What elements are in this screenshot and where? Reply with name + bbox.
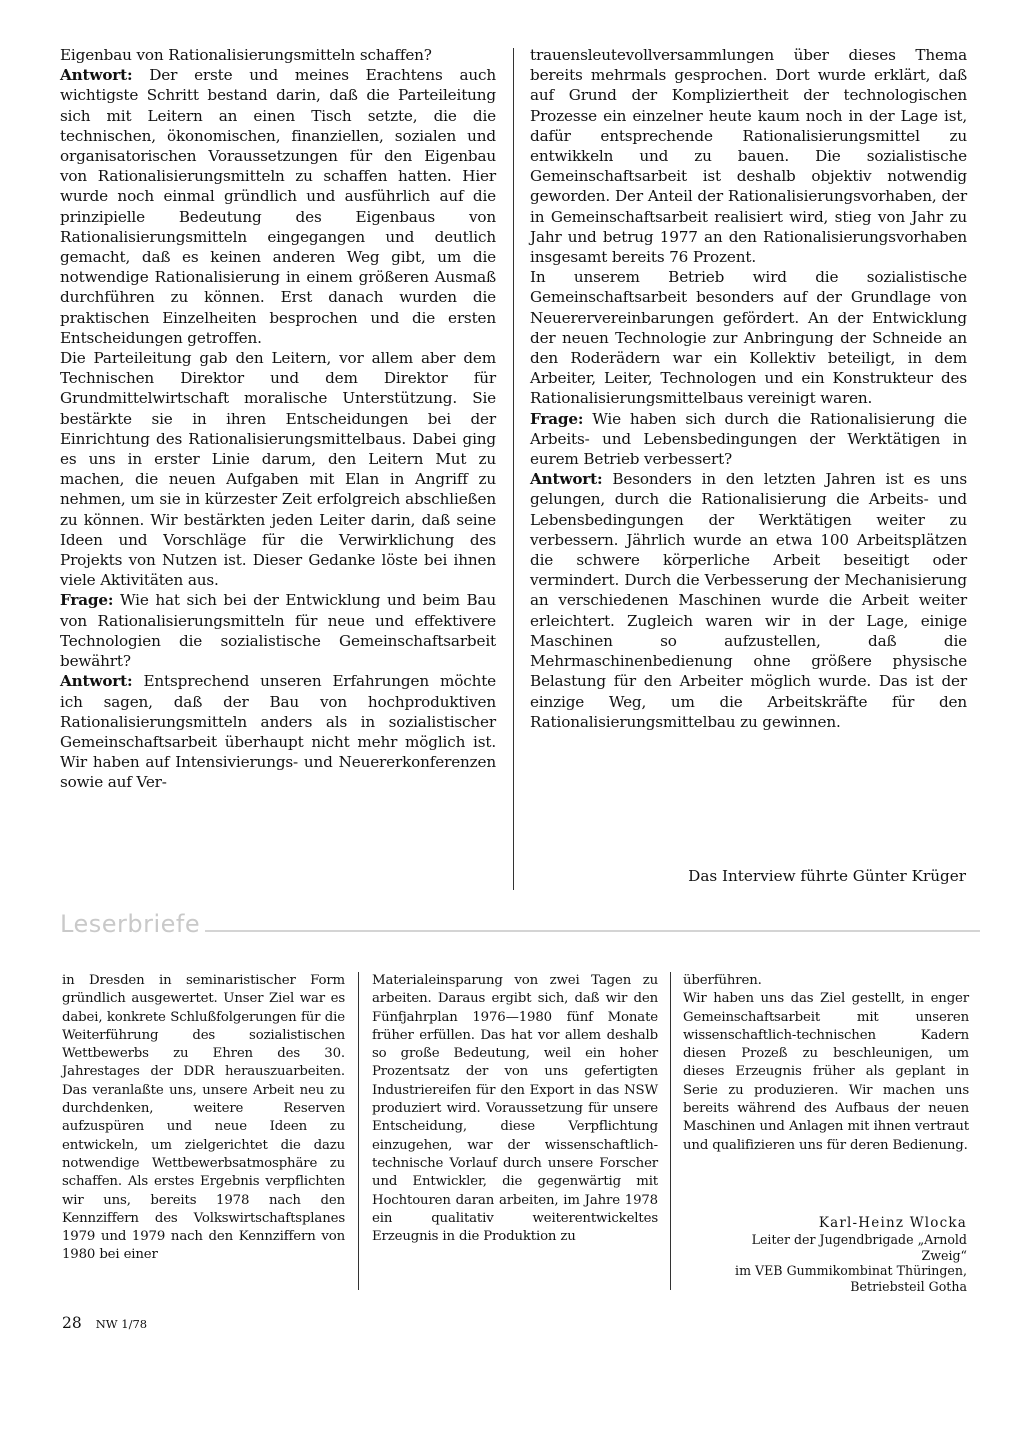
column-divider: [358, 972, 359, 1290]
interview-credit: Das Interview führte Günter Krüger: [688, 867, 966, 885]
column-divider: [513, 48, 514, 890]
letter-signature: [735, 1215, 967, 1294]
issue-label: NW 1/78: [95, 1317, 148, 1331]
paragraph: [530, 469, 967, 732]
signature-line: Zweig“: [921, 1247, 967, 1263]
paragraph-text: Der erste und meines Erachtens auch wichtigste Schritt bestand darin, daß die Parteileitung sich mit Leitern an einen Tisch setzte, die die technischen, ökonomischen, finanziellen, sozialen und organisatorischen Voraussetzungen für den Eigenbau von Rationalisierungsmitteln zu schaffen hatten. Hier wurde noch einmal gründlich und ausführlich auf die prinzipielle Bedeutung des Eigenbaus von Rationalisierungsmitteln eingegangen und deutlich gemacht, daß es keinen anderen Weg gibt, um die notwendige Rationalisierung in einem größeren Ausmaß durchführen zu können. Erst danach wurden die praktischen Einzelheiten besprochen und die ersten Entscheidungen getroffen.: [60, 66, 496, 347]
paragraph: [530, 409, 967, 470]
letter-column-2: [372, 972, 658, 1246]
section-rule: [205, 930, 980, 932]
question-label: Frage:: [530, 409, 584, 428]
paragraph: in Dresden in seminaristischer Form gründlich ausgewertet. Unser Ziel war es dabei, konkrete Schlußfolgerungen für die Weiterführung des sozialistischen Wettbewerbs zu Ehren des 30. Jahrestages der DDR herauszuarbeiten. Das veranlaßte uns, unsere Arbeit neu zu durchdenken, weitere Reserven aufzuspüren und neue Ideen zu entwickeln, um zielgerichtet die dazu notwendige Wettbewerbsatmosphäre zu schaffen. Als erstes Ergebnis verpflichten wir uns, bereits 1978 nach den Kennziffern des Volkswirtschaftsplanes 1979 und 1979 nach den Kennziffern von 1980 bei einer: [62, 973, 345, 1263]
page-footer: [62, 1314, 147, 1332]
paragraph-text: In unserem Betrieb wird die sozialistische Gemeinschaftsarbeit besonders auf der Grundlage von Neuerervereinbarungen gefördert. An der Entwicklung der neuen Technologie zur Anbringung der Schneide an den Roderädern war ein Kollektiv beteiligt, in dem Arbeiter, Leiter, Technologen und ein Konstrukteur des Rationalisierungsmittelbaus vereinigt waren.: [530, 268, 967, 408]
paragraph: Materialeinsparung von zwei Tagen zu arbeiten. Daraus ergibt sich, daß wir den Fünfjahrplan 1976—1980 fünf Monate früher erfüllen. Das hat vor allem deshalb so große Bedeutung, weil ein hoher Prozentsatz der von uns gefertigten Industriereifen für den Export in das NSW produziert wird. Voraussetzung für unsere Entscheidung, diese Verpflichtung einzugehen, war der wissenschaftlich-technische Vorlauf durch unsere Forscher und Entwickler, die gegenwärtig mit Hochtouren daran arbeiten, im Jahre 1978 ein qualitativ weiterentwickeltes Erzeugnis in die Produktion zu: [372, 973, 658, 1245]
answer-label: Antwort:: [60, 66, 133, 85]
interview-left-column: [60, 45, 496, 793]
signature-name: Karl-Heinz Wlocka: [818, 1215, 967, 1231]
question-label: Frage:: [60, 591, 114, 610]
paragraph: überführen.: [683, 973, 762, 988]
paragraph-text: Die Parteileitung gab den Leitern, vor allem aber dem Technischen Direktor und dem Direktor für Grundmittelwirtschaft moralische Unterstützung. Sie bestärkte sie in ihren Entscheidungen bei der Einrichtung des Rationalisierungsmittelbaus. Dabei ging es uns in erster Linie darum, den Leitern Mut zu machen, die neuen Aufgaben mit Elan in Angriff zu nehmen, um sie in kürzester Zeit erfolgreich abschließen zu können. Wir bestärkten jeden Leiter darin, daß seine Ideen und Vorschläge für die Verwirklichung des Projekts von Nutzen ist. Dieser Gedanke löste bei ihnen viele Aktivitäten aus.: [60, 349, 496, 590]
paragraph: [60, 590, 496, 671]
paragraph-text: Wie haben sich durch die Rationalisierung die Arbeits- und Lebensbedingungen der Werktätigen in eurem Betrieb verbessert?: [530, 409, 967, 469]
signature-line: im VEB Gummikombinat Thüringen,: [735, 1263, 967, 1279]
section-title: Leserbriefe: [60, 910, 201, 938]
answer-label: Antwort:: [60, 672, 133, 691]
paragraph: [530, 45, 967, 267]
paragraph: [530, 267, 967, 408]
signature-line: Leiter der Jugendbrigade „Arnold: [751, 1232, 967, 1247]
page-number: 28: [62, 1314, 82, 1332]
paragraph: [60, 65, 496, 348]
paragraph-text: Besonders in den letzten Jahren ist es uns gelungen, durch die Rationalisierung die Arbeits- und Lebensbedingungen der Werktätigen weiter zu verbessern. Jährlich wurde an etwa 100 Arbeitsplätzen die schwere körperliche Arbeit beseitigt oder vermindert. Durch die Verbesserung der Mechanisierung an verschiedenen Maschinen wurde die Arbeit weiter erleichtert. Zugleich waren wir in der Lage, einige Maschinen so aufzustellen, daß die Mehrmaschinenbedienung ohne größere physische Belastung für den Arbeiter möglich wurde. Das ist der einzige Weg, um die Arbeitskräfte für den Rationalisierungsmittelbau zu gewinnen.: [530, 470, 967, 731]
answer-label: Antwort:: [530, 470, 603, 489]
paragraph-text: Entsprechend unseren Erfahrungen möchte ich sagen, daß der Bau von hochproduktiven Rationalisierungsmitteln anders als in sozialistischer Gemeinschaftsarbeit überhaupt nicht mehr möglich ist. Wir haben auf Intensivierungs- und Neuererkonferenzen sowie auf Ver-: [60, 672, 496, 792]
letter-column-3: [683, 972, 969, 1155]
interview-right-column: [530, 45, 967, 732]
paragraph: [60, 671, 496, 792]
paragraph-text: trauensleutevollversammlungen über dieses Thema bereits mehrmals gesprochen. Dort wurde erklärt, daß auf Grund der Kompliziertheit der technologischen Prozesse ein einzelner heute kaum noch in der Lage ist, dafür entsprechende Rationalisierungsmittel zu entwikkeln und zu bauen. Die sozialistische Gemeinschaftsarbeit ist deshalb objektiv notwendig geworden. Der Anteil der Rationalisierungsvorhaben, der in Gemeinschaftsarbeit realisiert wird, stieg von Jahr zu Jahr und betrug 1977 an den Rationalisierungsvorhaben insgesamt bereits 76 Prozent.: [530, 46, 967, 267]
paragraph: [60, 45, 496, 65]
letter-column-1: [62, 972, 345, 1265]
paragraph: [60, 348, 496, 590]
paragraph-text: Wie hat sich bei der Entwicklung und beim Bau von Rationalisierungsmitteln für neue und effektivere Technologien die sozialistische Gemeinschaftsarbeit bewährt?: [60, 591, 496, 671]
signature-line: Betriebsteil Gotha: [850, 1278, 967, 1294]
paragraph-text: Eigenbau von Rationalisierungsmitteln schaffen?: [60, 46, 432, 64]
paragraph: Wir haben uns das Ziel gestellt, in enger Gemeinschaftsarbeit mit unseren wissenschaftlich-technischen Kadern diesen Prozeß zu beschleunigen, um dieses Erzeugnis früher als geplant in Serie zu produzieren. Wir machen uns bereits während des Aufbaus der neuen Maschinen und Anlagen mit ihnen vertraut und qualifizieren uns für deren Bedienung.: [683, 991, 969, 1153]
column-divider: [670, 972, 671, 1290]
